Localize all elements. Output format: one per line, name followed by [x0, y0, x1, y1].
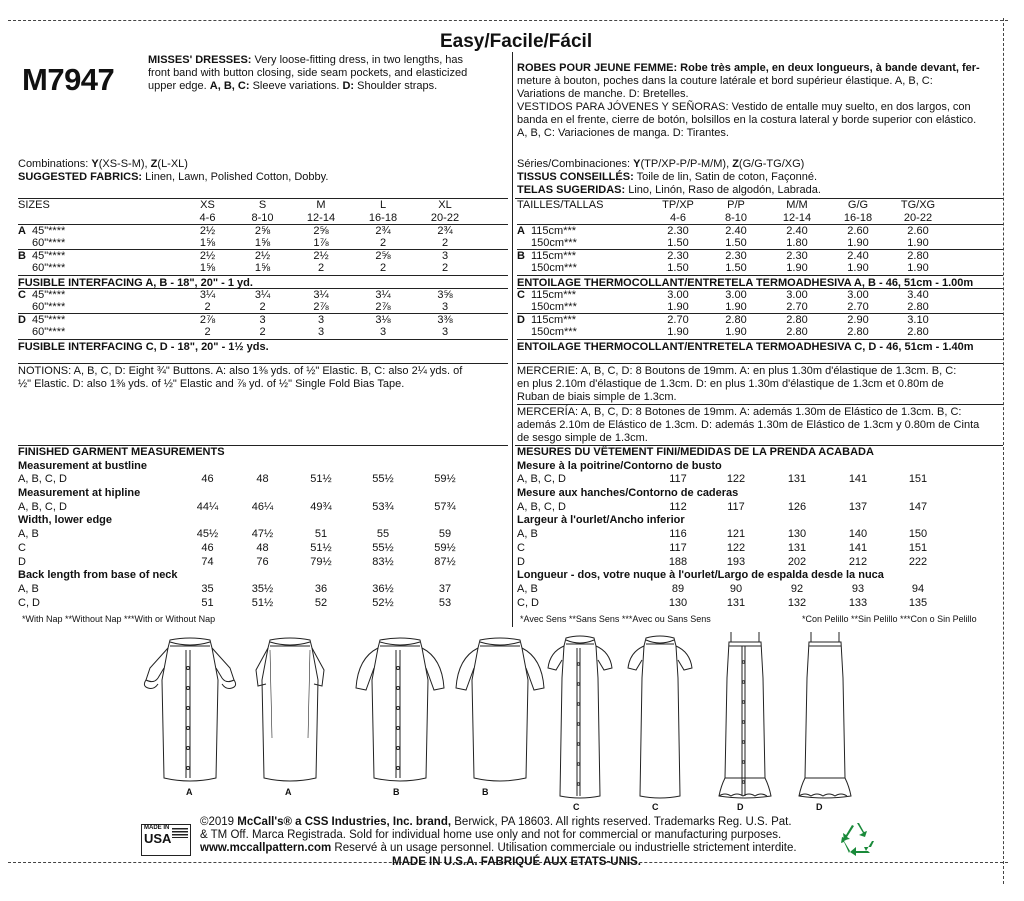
table-cell: A, B [18, 528, 39, 541]
table-row [18, 556, 508, 570]
description-en: MISSES' DRESSES: Very loose-fitting dress, in two lengths, has front band with button closing, side seam pockets, and elasticized upper edge. A, B, C: Sleeve variations. D: Shoulder straps. [148, 54, 468, 92]
combinations-fr: Séries/Combinaciones: Y(TP/XP-P/P-M/M), Z(G/G-TG/XG) [517, 158, 805, 170]
table-row [517, 249, 1003, 262]
table-row [18, 288, 508, 301]
table-cell: 2.30 [786, 250, 808, 263]
table-cell: 46¼ [251, 500, 274, 513]
table-cell: C 115cm*** [517, 289, 577, 302]
nap-footnote-en: *With Nap **Without Nap ***With or Without Nap [22, 614, 216, 624]
description-fr-es [517, 62, 1003, 140]
table-cell: 2.80 [907, 300, 929, 313]
table-cell: 35½ [251, 582, 274, 595]
table-cell: 55½ [372, 541, 394, 554]
table-cell: 3.00 [667, 289, 689, 302]
table-cell: 87½ [434, 555, 456, 568]
table-cell: 1⅝ [199, 261, 216, 274]
table-cell: A, B, C, D [18, 500, 67, 513]
pattern-number: M7947 [22, 62, 115, 97]
table-cell: 1.50 [725, 236, 747, 249]
table-row [517, 326, 1003, 339]
table-subheader: 4-6 8-10 12-14 16-18 20-22 [199, 211, 460, 224]
table-cell: 2 [259, 325, 266, 338]
interfacing-ab-en: FUSIBLE INTERFACING A, B - 18", 20" - 1 yd. [18, 275, 508, 289]
table-cell: 2.90 [847, 314, 869, 327]
table-cell: 60"**** [32, 300, 66, 313]
table-cell: 1.50 [667, 236, 689, 249]
table-cell: 2 [204, 325, 211, 338]
table-cell: 130 [668, 596, 688, 609]
table-cell: 150cm*** [531, 236, 577, 249]
measurement-label: Width, lower edge [18, 514, 113, 527]
table-cell: 2½ [254, 250, 271, 263]
table-row [18, 224, 508, 237]
table-cell: C [517, 541, 525, 554]
table-row [517, 288, 1003, 301]
table-cell: 2.80 [786, 325, 808, 338]
table-cell: 116 [669, 528, 687, 541]
table-cell: 3¼ [254, 289, 271, 302]
right-cut-line [1003, 18, 1004, 884]
view-d-back-illustration [799, 632, 851, 798]
table-cell: 1⅞ [313, 236, 329, 249]
table-cell: 3 [441, 300, 449, 313]
table-cell: 141 [848, 473, 868, 486]
table-cell: 130 [787, 528, 807, 541]
table-cell: 2.70 [667, 314, 689, 327]
made-in-text: MADE IN U.S.A. FABRIQUÉ AUX ETATS-UNIS. [392, 856, 641, 868]
table-cell: C, D [18, 596, 40, 609]
table-cell: 2.80 [725, 314, 747, 327]
finished-title-fr: MESURES DU VÊTEMENT FINI/MEDIDAS DE LA PRENDA ACABADA [517, 446, 874, 458]
description-es-line-1: VESTIDOS PARA JÓVENES Y SEÑORAS: Vestido de entalle muy suelto, en dos largos, con [517, 101, 971, 113]
table-cell: 222 [908, 555, 928, 568]
flag-icon [172, 828, 188, 838]
table-cell: 3 [317, 325, 325, 338]
table-cell: D [517, 555, 525, 568]
table-cell: 46 [201, 541, 214, 554]
table-cell: 2½ [199, 225, 216, 238]
table-cell: 2.30 [667, 225, 689, 238]
table-cell: 117 [727, 500, 745, 513]
table-cell: 48 [256, 473, 269, 486]
table-row [517, 528, 1003, 542]
table-cell: 35 [201, 582, 214, 595]
table-cell: 112 [669, 500, 687, 513]
table-cell: 3 [317, 314, 325, 327]
table-cell: 2⅞ [313, 300, 329, 313]
table-cell: 2.30 [725, 250, 747, 263]
table-cell: A, B [18, 582, 39, 595]
table-cell: 79½ [310, 555, 332, 568]
view-label-a-front: A [186, 787, 193, 797]
table-cell: B 115cm*** [517, 250, 577, 263]
table-row [517, 501, 1003, 515]
table-cell: 2 [379, 261, 387, 274]
table-cell: 131 [726, 596, 746, 609]
table-cell: 3.40 [907, 289, 929, 302]
table-header: TAILLES/TALLAS TP/XP P/P M/M G/G TG/XG [517, 199, 936, 211]
table-cell: 3.00 [847, 289, 869, 302]
table-cell: 3¼ [375, 289, 391, 302]
table-cell: 59 [438, 528, 452, 541]
table-cell: 1.50 [725, 261, 747, 274]
table-cell: 3.00 [725, 289, 747, 302]
table-cell: 1⅝ [199, 236, 216, 249]
table-cell: A, B [517, 582, 538, 595]
table-cell: 150 [908, 528, 928, 541]
table-cell: 150cm*** [531, 325, 577, 338]
table-cell: 59½ [434, 541, 456, 554]
table-cell: 94 [911, 582, 925, 595]
table-subheader: 4-6 8-10 12-14 16-18 20-22 [670, 211, 933, 224]
table-row [18, 301, 508, 314]
table-row [517, 556, 1003, 570]
view-a-front-illustration [144, 638, 235, 781]
table-cell: 2.70 [847, 300, 869, 313]
table-cell: 1.90 [667, 325, 689, 338]
table-cell: 2⅝ [313, 225, 329, 238]
table-cell: 55½ [372, 473, 394, 486]
view-d-front-illustration [719, 632, 771, 798]
description-es-line-3: A, B, C: Variaciones de manga. D: Tirantes. [517, 127, 729, 139]
table-cell: 2.70 [786, 300, 808, 313]
table-cell: 2½ [313, 250, 329, 263]
table-cell: 121 [726, 528, 746, 541]
table-cell: A, B, C, D [18, 473, 67, 486]
made-in-usa-logo: MADE IN USA [141, 824, 191, 856]
table-cell: 2 [379, 236, 387, 249]
table-cell: 2⅞ [375, 300, 391, 313]
table-cell: A, B [517, 528, 538, 541]
fabrics-en: SUGGESTED FABRICS: Linen, Lawn, Polished Cotton, Dobby. [18, 171, 329, 183]
table-cell: 2.30 [667, 250, 689, 263]
table-cell: 117 [669, 473, 687, 486]
measurement-label: Longueur - dos, votre nuque à l'ourlet/Largo de espalda desde la nuca [517, 569, 884, 582]
table-row [517, 237, 1003, 250]
table-cell: D 115cm*** [517, 314, 577, 327]
measurement-label: Measurement at bustline [18, 459, 147, 472]
table-cell: D 45"**** [18, 314, 66, 327]
table-cell: 151 [908, 541, 928, 554]
table-cell: 52 [314, 596, 328, 609]
yardage-table-en [18, 199, 508, 352]
table-cell: 47½ [251, 528, 274, 541]
view-label-b-back: B [482, 787, 489, 797]
table-cell: 1.90 [847, 261, 869, 274]
center-divider [512, 52, 513, 627]
dress-illustrations [140, 628, 870, 818]
table-cell: C, D [517, 596, 539, 609]
table-cell: 126 [787, 500, 807, 513]
view-label-a-back: A [285, 787, 292, 797]
table-cell: 36 [314, 582, 328, 595]
table-cell: 1.90 [725, 300, 747, 313]
table-cell: 2.40 [847, 250, 869, 263]
table-cell: A 45"**** [18, 225, 66, 238]
table-cell: 193 [726, 555, 746, 568]
measurement-label: Largeur à l'ourlet/Ancho inferior [517, 514, 685, 527]
yardage-table-fr [517, 199, 1003, 352]
table-row [18, 249, 508, 262]
table-cell: 2⅝ [375, 250, 391, 263]
view-a-back-illustration [256, 638, 324, 781]
top-cut-line [8, 20, 1008, 21]
table-cell: 137 [848, 500, 868, 513]
table-cell: 49¾ [310, 500, 332, 513]
table-cell: 3.00 [786, 289, 808, 302]
table-cell: 76 [256, 555, 269, 568]
table-cell: 2.80 [786, 314, 808, 327]
table-row [18, 501, 508, 515]
table-cell: 2.40 [786, 225, 808, 238]
combinations-en: Combinations: Y(XS-S-M), Z(L-XL) [18, 158, 188, 170]
table-cell: 60"**** [32, 236, 66, 249]
copyright-block: ©2019 McCall's® a CSS Industries, Inc. brand, Berwick, PA 18603. All rights reserved. Trademarks Reg. U.S. Pat. & TM Off. Marca Registrada. Sold for individual home use only and not for commercial or manufacturing purposes. www.mccallpattern.com Reservé à un usage personnel. Utilisation commerciale ou industrielle strictement interdite. [200, 816, 797, 854]
table-row [517, 583, 1003, 597]
table-row [18, 313, 508, 326]
table-cell: 60"**** [32, 261, 66, 274]
table-cell: 3 [441, 250, 449, 263]
table-cell: 202 [787, 555, 807, 568]
table-row [517, 542, 1003, 556]
table-cell: 53¾ [372, 500, 394, 513]
table-cell: 55 [376, 528, 390, 541]
table-cell: 57¾ [434, 500, 456, 513]
table-cell: 37 [438, 582, 452, 595]
view-c-front-illustration [548, 636, 612, 798]
table-cell: 2 [317, 261, 325, 274]
view-label-d-back: D [816, 802, 823, 812]
measurement-label: Back length from base of neck [18, 569, 178, 582]
table-row [517, 224, 1003, 237]
table-row [18, 542, 508, 556]
table-cell: 147 [908, 500, 928, 513]
table-cell: 3⅜ [437, 314, 453, 327]
table-cell: 2 [259, 300, 266, 313]
measurement-label: Measurement at hipline [18, 487, 141, 500]
table-cell: 45½ [196, 528, 219, 541]
interfacing-cd-en: FUSIBLE INTERFACING C, D - 18", 20" - 1½ yds. [18, 339, 508, 353]
table-cell: 1.90 [667, 300, 689, 313]
table-cell: 90 [729, 582, 743, 595]
table-cell: 2.40 [725, 225, 747, 238]
table-cell: 48 [256, 541, 269, 554]
table-cell: 132 [787, 596, 807, 609]
table-cell: 2.80 [907, 325, 929, 338]
table-cell: 141 [848, 541, 868, 554]
table-cell: 53 [438, 596, 452, 609]
view-b-back-illustration [456, 638, 544, 781]
table-cell: 135 [908, 596, 928, 609]
table-row [517, 262, 1003, 275]
view-label-b-front: B [393, 787, 400, 797]
tissus-fr: TISSUS CONSEILLÉS: Toile de lin, Satin de coton, Façonné. [517, 171, 818, 183]
table-row [517, 313, 1003, 326]
table-cell: 3¼ [199, 289, 216, 302]
table-cell: 2¾ [375, 225, 391, 238]
table-cell: 122 [726, 541, 746, 554]
table-cell: 2.80 [907, 250, 929, 263]
table-cell: 2.80 [847, 325, 869, 338]
table-cell: 83½ [372, 555, 394, 568]
table-cell: 46 [201, 473, 214, 486]
table-cell: 151 [908, 473, 928, 486]
table-cell: 131 [787, 473, 807, 486]
table-cell: 2.60 [907, 225, 929, 238]
table-cell: 3⅝ [437, 289, 453, 302]
table-cell: 2 [441, 261, 449, 274]
table-row [18, 528, 508, 542]
table-cell: 1⅝ [254, 236, 271, 249]
telas-es: TELAS SUGERIDAS: Lino, Linón, Raso de algodón, Labrada. [517, 184, 821, 196]
interfacing-ab-fr: ENTOILAGE THERMOCOLLANT/ENTRETELA TERMOADHESIVA A, B - 46, 51cm - 1.00m [517, 275, 1003, 289]
table-cell: 150cm*** [531, 261, 577, 274]
finished-title-en: FINISHED GARMENT MEASUREMENTS [18, 446, 225, 458]
table-row [18, 326, 508, 339]
nap-footnote-es: *Con Pelillo **Sin Pelillo ***Con o Sin Pelillo [802, 614, 977, 624]
table-row [18, 262, 508, 275]
table-cell: 3¼ [313, 289, 329, 302]
finished-measurements-fr [517, 446, 1003, 610]
notions-en: NOTIONS: A, B, C, D: Eight ¾" Buttons. A: also 1⅜ yds. of ½" Elastic. B, C: also 2¼ yds. of ½" Elastic. D: also 1⅜ yds. of ½" Elastic and ⅞ yd. of ½" Single Fold Bias Tape. [18, 363, 508, 391]
table-cell: 212 [848, 555, 868, 568]
table-cell: 1⅝ [254, 261, 271, 274]
table-cell: D [18, 555, 26, 568]
table-cell: 122 [726, 473, 746, 486]
table-cell: 52½ [372, 596, 394, 609]
table-cell: 51½ [310, 473, 332, 486]
table-cell: 51½ [251, 596, 274, 609]
table-cell: 140 [848, 528, 868, 541]
description-fr-line-2: meture à bouton, poches dans la couture latérale et bord supérieur élastique. A, B, C: [517, 75, 933, 87]
table-cell: 1.80 [786, 236, 808, 249]
table-cell: 150cm*** [531, 300, 577, 313]
table-cell: 1.90 [847, 236, 869, 249]
table-cell: A, B, C, D [517, 473, 566, 486]
table-cell: 89 [671, 582, 685, 595]
measurement-label: Mesure aux hanches/Contorno de caderas [517, 487, 739, 500]
table-cell: 2⅞ [199, 314, 216, 327]
table-cell: 36½ [372, 582, 394, 595]
recycle-icon [838, 821, 876, 857]
nap-footnote-fr: *Avec Sens **Sans Sens ***Avec ou Sans Sens [520, 614, 711, 624]
difficulty-title: Easy/Facile/Fácil [440, 31, 593, 52]
table-cell: C [18, 541, 26, 554]
table-cell: 3 [379, 325, 387, 338]
table-cell: 60"**** [32, 325, 66, 338]
view-label-c-front: C [573, 802, 580, 812]
table-cell: 2¾ [437, 225, 453, 238]
table-cell: 3.10 [907, 314, 929, 327]
table-cell: 3⅛ [375, 314, 391, 327]
table-row [18, 597, 508, 611]
table-row [18, 473, 508, 487]
table-cell: 133 [848, 596, 868, 609]
view-label-c-back: C [652, 802, 659, 812]
table-cell: 117 [669, 541, 687, 554]
table-row [517, 301, 1003, 314]
view-label-d-front: D [737, 802, 744, 812]
finished-measurements-en [18, 446, 508, 610]
description-fr-line-3: Variations de manche. D: Bretelles. [517, 88, 689, 100]
table-cell: B 45"**** [18, 250, 66, 263]
table-cell: 92 [790, 582, 804, 595]
table-cell: 188 [668, 555, 688, 568]
table-cell: 2.60 [847, 225, 869, 238]
table-cell: 1.50 [667, 261, 689, 274]
table-cell: 51 [314, 528, 328, 541]
table-cell: 131 [787, 541, 807, 554]
table-cell: 1.90 [907, 236, 929, 249]
table-row [18, 583, 508, 597]
view-c-back-illustration [628, 636, 692, 798]
table-cell: 2½ [199, 250, 216, 263]
table-cell: 3 [441, 325, 449, 338]
table-row [517, 473, 1003, 487]
table-cell: 2 [204, 300, 211, 313]
table-row [517, 597, 1003, 611]
mercerie-fr: MERCERIE: A, B, C, D: 8 Boutons de 19mm. A: en plus 1.30m d'élastique de 1.3cm. B, C: en plus 2.10m d'élastique de 1.3cm. D: en plus 1.30m d'élastique de 1.3cm et 0.80m de Ruban de biais simple de 1.3cm. [517, 363, 1003, 404]
table-cell: 51 [201, 596, 214, 609]
table-cell: 93 [851, 582, 865, 595]
table-cell: C 45"**** [18, 289, 66, 302]
table-cell: 2⅝ [254, 225, 271, 238]
merceria-es: MERCERÍA: A, B, C, D: 8 Botones de 19mm. A: además 1.30m de Elástico de 1.3cm. B, C: además 2.10m de Elástico de 1.3cm. D: además 1.30m de Elástico de 1.3cm y 0.80m de Cinta de sesgo simple de 1.3cm. [517, 404, 1003, 445]
table-cell: 1.90 [786, 261, 808, 274]
table-cell: 59½ [434, 473, 456, 486]
table-cell: 51½ [310, 541, 332, 554]
table-cell: 74 [201, 555, 214, 568]
table-cell: A, B, C, D [517, 500, 566, 513]
table-row [18, 237, 508, 250]
description-es-line-2: banda en el frente, cierre de botón, bolsillos en la costura lateral y borde superior con elástico. [517, 114, 977, 126]
table-cell: A 115cm*** [517, 225, 577, 238]
measurement-label: Mesure à la poitrine/Contorno de busto [517, 459, 722, 472]
table-cell: 44¼ [196, 500, 219, 513]
view-b-front-illustration [356, 638, 444, 781]
table-cell: 1.90 [725, 325, 747, 338]
table-cell: 2 [441, 236, 449, 249]
table-header: SIZES XS S M L XL [18, 199, 452, 211]
interfacing-cd-fr: ENTOILAGE THERMOCOLLANT/ENTRETELA TERMOADHESIVA C, D - 46, 51cm - 1.40m [517, 339, 1003, 353]
table-cell: 3 [259, 314, 266, 327]
description-fr-line-1: ROBES POUR JEUNE FEMME: Robe très ample, en deux longueurs, à bande devant, fer- [517, 62, 980, 74]
table-cell: 1.90 [907, 261, 929, 274]
